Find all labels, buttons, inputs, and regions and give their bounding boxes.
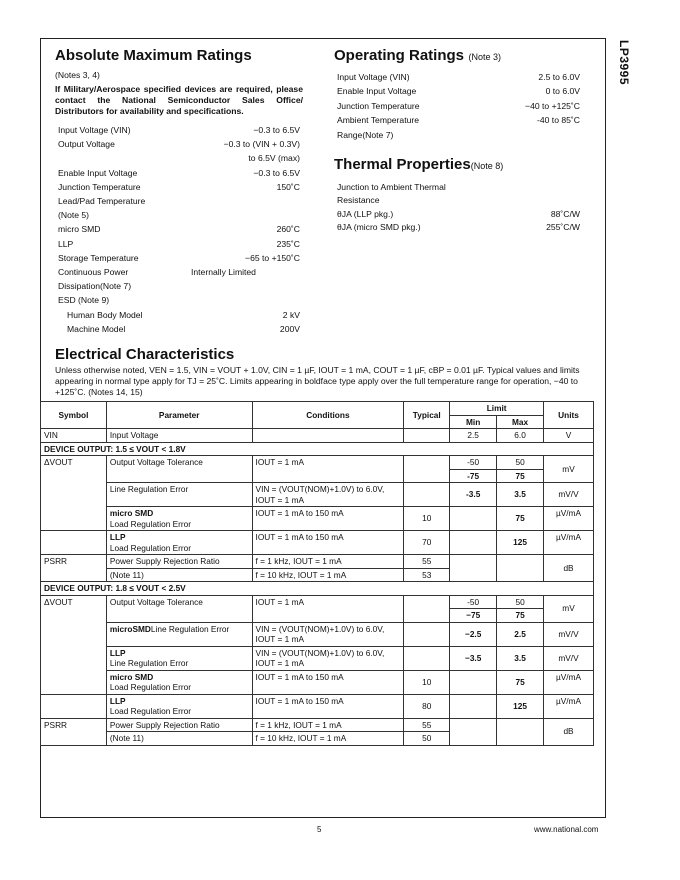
cell: 70 — [404, 531, 450, 555]
cell: IOUT = 1 mA to 150 mA — [252, 531, 404, 555]
table-row — [41, 429, 594, 443]
section-row — [41, 582, 594, 596]
col-conditions: Conditions — [252, 402, 404, 429]
cell: 50 — [497, 595, 544, 609]
list-item-label: ESD (Note 9) — [58, 295, 110, 306]
col-min: Min — [450, 415, 497, 429]
cell: IOUT = 1 mA to 150 mA — [252, 694, 404, 718]
cell: ΔVOUT — [41, 456, 107, 531]
col-parameter: Parameter — [106, 402, 252, 429]
cell: (Note 11) — [106, 732, 252, 746]
cell: f = 10 kHz, IOUT = 1 mA — [252, 732, 404, 746]
cell: PSRR — [41, 718, 107, 745]
list-item-label: Ambient Temperature — [337, 115, 420, 126]
cell: f = 1 kHz, IOUT = 1 mA — [252, 555, 404, 569]
page-number: 5 — [317, 825, 322, 834]
section-heading: DEVICE OUTPUT: 1.5 ≤ VOUT < 1.8V — [41, 442, 594, 456]
cell: −75 — [450, 609, 497, 623]
table-row — [41, 646, 594, 670]
cell: -50 — [450, 595, 497, 609]
section-row — [41, 442, 594, 456]
list-item-label: Lead/Pad Temperature — [58, 196, 146, 206]
list-item-label: Range(Note 7) — [337, 129, 394, 140]
list-item-label: Junction to Ambient Thermal — [337, 182, 446, 192]
cell: 55 — [404, 718, 450, 732]
abs-max-title: Absolute Maximum Ratings — [55, 47, 252, 64]
cell: 53 — [404, 568, 450, 582]
col-limit: Limit — [450, 402, 544, 416]
section-heading: DEVICE OUTPUT: 1.8 ≤ VOUT < 2.5V — [41, 582, 594, 596]
cell: 6.0 — [497, 429, 544, 443]
list-item-value: −0.3 to 6.5V — [253, 167, 300, 178]
list-item-label: LLP — [58, 238, 74, 249]
operating-ratings-heading — [334, 47, 501, 65]
ec-title: Electrical Characteristics — [55, 346, 235, 363]
list-item-label: θJA (micro SMD pkg.) — [337, 221, 421, 232]
col-units: Units — [544, 402, 594, 429]
table-row — [41, 595, 594, 609]
list-item-value: −0.3 to (VIN + 0.3V) — [223, 139, 300, 150]
table-row — [41, 694, 594, 718]
list-item-value: 235˚C — [276, 238, 300, 249]
side-part-label: LP3995 — [617, 40, 631, 86]
list-item-label: (Note 5) — [58, 210, 90, 221]
list-item-value: 2 kV — [282, 309, 300, 320]
cell: microSMDLine Regulation Error — [106, 622, 252, 646]
list-item-label: θJA (LLP pkg.) — [337, 208, 394, 219]
table-row — [41, 531, 594, 555]
cell: 125 — [497, 531, 544, 555]
cell: -75 — [450, 469, 497, 483]
cell: VIN — [41, 429, 107, 443]
cell: -3.5 — [450, 483, 497, 507]
list-item-value: 260˚C — [276, 224, 300, 235]
cell: LLP Load Regulation Error — [106, 694, 252, 718]
table-row — [41, 555, 594, 569]
col-typical: Typical — [404, 402, 450, 429]
cell: 75 — [497, 507, 544, 531]
cell: IOUT = 1 mA — [252, 595, 404, 622]
cell: -50 — [450, 456, 497, 470]
cell: 10 — [404, 507, 450, 531]
col-symbol: Symbol — [41, 402, 107, 429]
table-row — [41, 670, 594, 694]
cell — [450, 531, 497, 555]
military-notice: If Military/Aerospace specified devices are required, please contact the National Semiconductor Sales Office/ Distributors for availability and specifications. — [55, 84, 303, 116]
cell — [450, 555, 497, 582]
cell: f = 10 kHz, IOUT = 1 mA — [252, 568, 404, 582]
list-item-label: Continuous Power — [58, 267, 129, 277]
cell — [252, 429, 404, 443]
cell: 75 — [497, 670, 544, 694]
cell: mV/V — [544, 646, 594, 670]
cell: µV/mA — [544, 670, 594, 694]
cell — [497, 718, 544, 745]
cell: VIN = (VOUT(NOM)+1.0V) to 6.0V, IOUT = 1 mA — [252, 622, 404, 646]
cell: ΔVOUT — [41, 595, 107, 694]
list-item-value: 2.5 to 6.0V — [538, 72, 580, 82]
list-item-label: Machine Model — [67, 323, 126, 334]
list-item-value: Internally Limited — [191, 267, 256, 277]
cell: dB — [544, 718, 594, 745]
list-item-label: Output Voltage — [58, 139, 115, 150]
list-item-label: Input Voltage (VIN) — [337, 72, 410, 82]
list-item-value: to 6.5V (max) — [248, 153, 300, 164]
ec-table — [40, 401, 594, 746]
cell — [450, 507, 497, 531]
cell: micro SMD Load Regulation Error — [106, 670, 252, 694]
thermal-title: Thermal Properties — [334, 156, 471, 173]
cell: 3.5 — [497, 483, 544, 507]
table-header-row — [41, 402, 594, 416]
cell: IOUT = 1 mA — [252, 456, 404, 483]
list-item-label: Storage Temperature — [58, 252, 139, 263]
cell: Power Supply Rejection Ratio — [106, 555, 252, 569]
cell: micro SMD Load Regulation Error — [106, 507, 252, 531]
cell: Output Voltage Tolerance — [106, 456, 252, 483]
cell: V — [544, 429, 594, 443]
operating-ratings-note: (Note 3) — [468, 52, 501, 62]
footer-site[interactable]: www.national.com — [534, 825, 599, 834]
list-item-value: 255˚C/W — [546, 221, 580, 232]
list-item-value: −65 to +150˚C — [245, 252, 300, 263]
list-item-value: −0.3 to 6.5V — [253, 125, 300, 135]
list-item-value: 150˚C — [276, 181, 300, 192]
cell: mV — [544, 456, 594, 483]
thermal-note: (Note 8) — [470, 161, 504, 171]
abs-max-notes: (Notes 3, 4) — [55, 70, 100, 80]
table-row — [41, 507, 594, 531]
cell — [404, 595, 450, 622]
cell — [404, 483, 450, 507]
cell: Input Voltage — [106, 429, 252, 443]
cell: 75 — [497, 609, 544, 623]
cell: IOUT = 1 mA to 150 mA — [252, 670, 404, 694]
list-item-value: −40 to +125˚C — [525, 100, 580, 111]
ec-intro: Unless otherwise noted, VEN = 1.5, VIN = VOUT + 1.0V, CIN = 1 µF, IOUT = 1 mA, COUT = 1 µF, cBP = 0.01 µF. Typical values and limits appearing in normal type apply for TJ = 25˚C. Limits appearing in boldface type apply over the full temperature range for operation, −40 to +125˚C. (Notes 14, 15) — [55, 365, 580, 397]
cell: (Note 11) — [106, 568, 252, 582]
cell: 75 — [497, 469, 544, 483]
cell: Output Voltage Tolerance — [106, 595, 252, 622]
cell: PSRR — [41, 555, 107, 582]
cell: LLP Line Regulation Error — [106, 646, 252, 670]
list-item-label: Input Voltage (VIN) — [58, 125, 131, 135]
cell: Power Supply Rejection Ratio — [106, 718, 252, 732]
cell — [404, 456, 450, 483]
cell: 50 — [497, 456, 544, 470]
cell: −2.5 — [450, 622, 497, 646]
list-item-value: -40 to 85˚C — [537, 115, 580, 126]
cell: 80 — [404, 694, 450, 718]
cell: 125 — [497, 694, 544, 718]
thermal-heading — [334, 156, 503, 174]
cell: mV/V — [544, 622, 594, 646]
cell: µV/mA — [544, 531, 594, 555]
cell — [404, 622, 450, 646]
cell: −3.5 — [450, 646, 497, 670]
cell: VIN = (VOUT(NOM)+1.0V) to 6.0V, IOUT = 1 mA — [252, 646, 404, 670]
cell: f = 1 kHz, IOUT = 1 mA — [252, 718, 404, 732]
col-max: Max — [497, 415, 544, 429]
cell — [450, 670, 497, 694]
list-item-label: Human Body Model — [67, 309, 143, 320]
cell: dB — [544, 555, 594, 582]
cell: µV/mA — [544, 694, 594, 718]
table-row — [41, 622, 594, 646]
list-item-label: Junction Temperature — [58, 181, 141, 192]
cell: 2.5 — [497, 622, 544, 646]
list-item-label: Dissipation(Note 7) — [58, 281, 132, 292]
cell: IOUT = 1 mA to 150 mA — [252, 507, 404, 531]
cell: VIN = (VOUT(NOM)+1.0V) to 6.0V, IOUT = 1 mA — [252, 483, 404, 507]
cell — [450, 718, 497, 745]
cell: 3.5 — [497, 646, 544, 670]
cell — [450, 694, 497, 718]
list-item-label: micro SMD — [58, 224, 101, 235]
cell: 2.5 — [450, 429, 497, 443]
list-item-value: 200V — [279, 323, 300, 334]
table-row — [41, 718, 594, 732]
operating-ratings-title: Operating Ratings — [334, 47, 465, 64]
cell — [497, 555, 544, 582]
cell — [404, 646, 450, 670]
list-item-label: Enable Input Voltage — [337, 86, 417, 97]
cell: mV — [544, 595, 594, 622]
cell — [41, 694, 107, 718]
cell — [41, 531, 107, 555]
cell: 55 — [404, 555, 450, 569]
cell: 10 — [404, 670, 450, 694]
list-item-value: 88˚C/W — [550, 208, 580, 219]
table-row — [41, 456, 594, 470]
list-item-value: 0 to 6.0V — [545, 86, 580, 97]
cell: mV/V — [544, 483, 594, 507]
list-item-label: Junction Temperature — [337, 100, 420, 111]
cell: Line Regulation Error — [106, 483, 252, 507]
list-item-label: Enable Input Voltage — [58, 167, 138, 178]
table-row — [41, 483, 594, 507]
cell: LLP Load Regulation Error — [106, 531, 252, 555]
cell: 50 — [404, 732, 450, 746]
cell: µV/mA — [544, 507, 594, 531]
list-item-label: Resistance — [337, 195, 380, 206]
cell — [404, 429, 450, 443]
